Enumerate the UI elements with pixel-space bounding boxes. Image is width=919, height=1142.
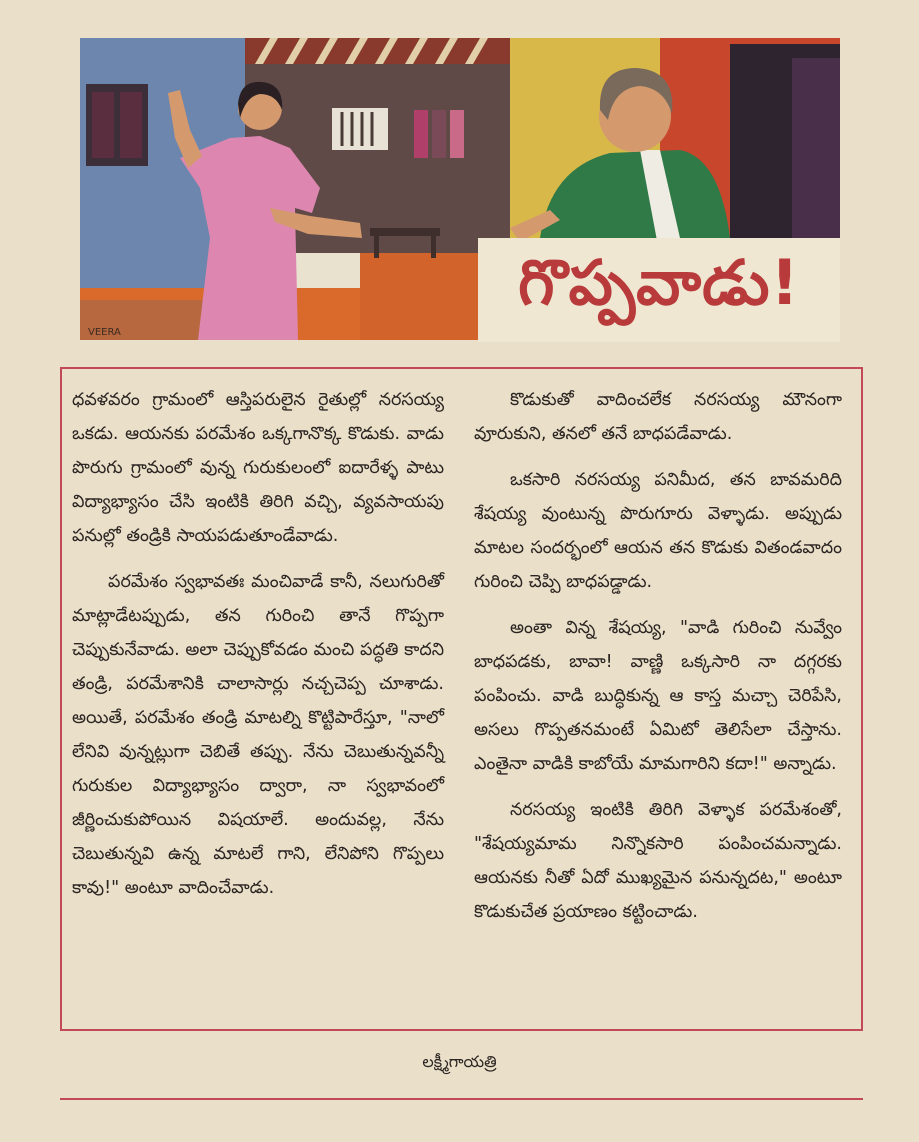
artist-signature: VEERA xyxy=(88,327,121,338)
bottom-divider xyxy=(60,1098,863,1100)
story-text-frame xyxy=(60,367,863,1031)
paragraph: నరసయ్య ఇంటికి తిరిగి వెళ్ళాక పరమేశంతో, "శేషయ్యమామ నిన్నొకసారి పంపించమన్నాడు. ఆయనకు నీతో ఏదో ముఖ్యమైన పనున్నదట," అంటూ కొడుకుచేత ప్రయాణం కట్టించాడు. xyxy=(474,800,842,922)
paragraph: అంతా విన్న శేషయ్య, "వాడి గురించి నువ్వేం బాధపడకు, బావా! వాణ్ణి ఒక్కసారి నా దగ్గరకు పంపించు. వాడి బుద్ధికున్న ఆ కాస్త మచ్చా చెరిపేసి, అసలు గొప్పతనమంటే ఏమిటో తెలిసేలా చేస్తాను. ఎంతైనా వాడికి కాబోయే మామగారిని కదా!" అన్నాడు. xyxy=(474,618,842,774)
story-title: గొప్పవాడు! xyxy=(478,238,840,342)
paragraph: ధవళవరం గ్రామంలో ఆస్తిపరులైన రైతుల్లో నరసయ్య ఒకడు. ఆయనకు పరమేశం ఒక్కగానొక్క కొడుకు. వాడు పొరుగు గ్రామంలో వున్న గురుకులంలో ఐదారేళ్ళ పాటు విద్యాభ్యాసం చేసి ఇంటికి తిరిగి వచ్చి, వ్యవసాయపు పనుల్లో తండ్రికి సాయపడుతూండేవాడు. xyxy=(72,390,444,546)
paragraph: పరమేశం స్వభావతః మంచివాడే కానీ, నలుగురితో మాట్లాడేటప్పుడు, తన గురించి తానే గొప్పగా చెప్పుకునేవాడు. అలా చెప్పుకోవడం మంచి పద్ధతి కాదని తండ్రి, పరమేశానికి చాలాసార్లు నచ్చచెప్ప చూశాడు. అయితే, పరమేశం తండ్రి మాటల్ని కొట్టిపారేస్తూ, "నాలో లేనివి వున్నట్లుగా చెబితే తప్పు. నేను చెబుతున్నవన్నీ గురుకుల విద్యాభ్యాసం ద్వారా, నా స్వభావంలో జీర్ణించుకుపోయిన విషయాలే. అందువల్ల, నేను చెబుతున్నవి ఉన్న మాటలే గాని, లేనిపోని గొప్పలు కావు!" అంటూ వాదించేవాడు. xyxy=(72,572,444,898)
right-column xyxy=(474,383,842,941)
paragraph: కొడుకుతో వాదించలేక నరసయ్య మౌనంగా వూరుకుని, తనలో తనే బాధపడేవాడు. xyxy=(474,390,842,444)
left-column xyxy=(72,383,444,917)
paragraph: ఒకసారి నరసయ్య పనిమీద, తన బావమరిది శేషయ్య వుంటున్న పొరుగూరు వెళ్ళాడు. అప్పుడు మాటల సందర్భంలో ఆయన తన కొడుకు వితండవాదం గురించి చెప్పి బాధపడ్డాడు. xyxy=(474,470,842,592)
author-name: లక్ష్మీగాయత్రి xyxy=(422,1052,497,1071)
